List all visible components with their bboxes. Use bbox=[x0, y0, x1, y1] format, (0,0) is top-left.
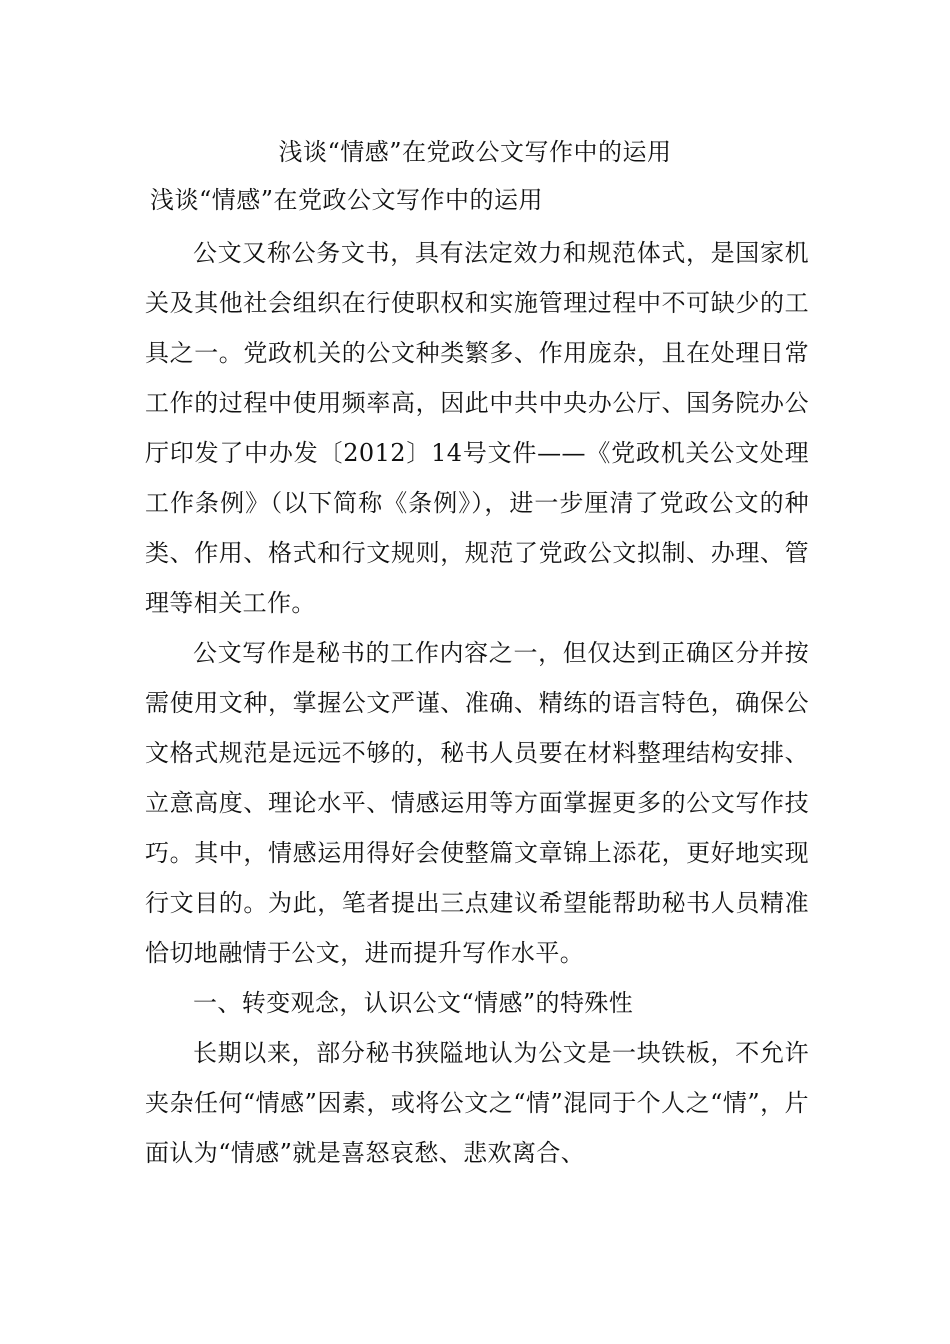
body-paragraph-3: 长期以来，部分秘书狭隘地认为公文是一块铁板，不允许夹杂任何“情感”因素，或将公文之“情”混同于个人之“情”，片面认为“情感”就是喜怒哀愁、悲欢离合、 bbox=[145, 1039, 809, 1167]
body-paragraph-1: 公文又称公务文书，具有法定效力和规范体式，是国家机关及其他社会组织在行使职权和实施管理过程中不可缺少的工具之一。党政机关的公文种类繁多、作用庞杂，且在处理日常工作的过程中使用频率高，因此中共中央办公厅、国务院办公厅印发了中办发〔2012〕14号文件——《党政机关公文处理工作条例》（以下简称《条例》），进一步厘清了党政公文的种类、作用、格式和行文规则，规范了党政公文拟制、办理、管理等相关工作。 bbox=[145, 239, 809, 617]
section-heading-1: 一、转变观念，认识公文“情感”的特殊性 bbox=[193, 989, 634, 1017]
document-title: 浅谈“情感”在党政公文写作中的运用 bbox=[278, 138, 672, 166]
document-subtitle: 浅谈“情感”在党政公文写作中的运用 bbox=[150, 186, 544, 214]
document-body bbox=[145, 228, 809, 1178]
body-paragraph-2: 公文写作是秘书的工作内容之一，但仅达到正确区分并按需使用文种，掌握公文严谨、准确、精练的语言特色，确保公文格式规范是远远不够的，秘书人员要在材料整理结构安排、立意高度、理论水平、情感运用等方面掌握更多的公文写作技巧。其中，情感运用得好会使整篇文章锦上添花，更好地实现行文目的。为此，笔者提出三点建议希望能帮助秘书人员精准恰切地融情于公文，进而提升写作水平。 bbox=[145, 639, 809, 967]
